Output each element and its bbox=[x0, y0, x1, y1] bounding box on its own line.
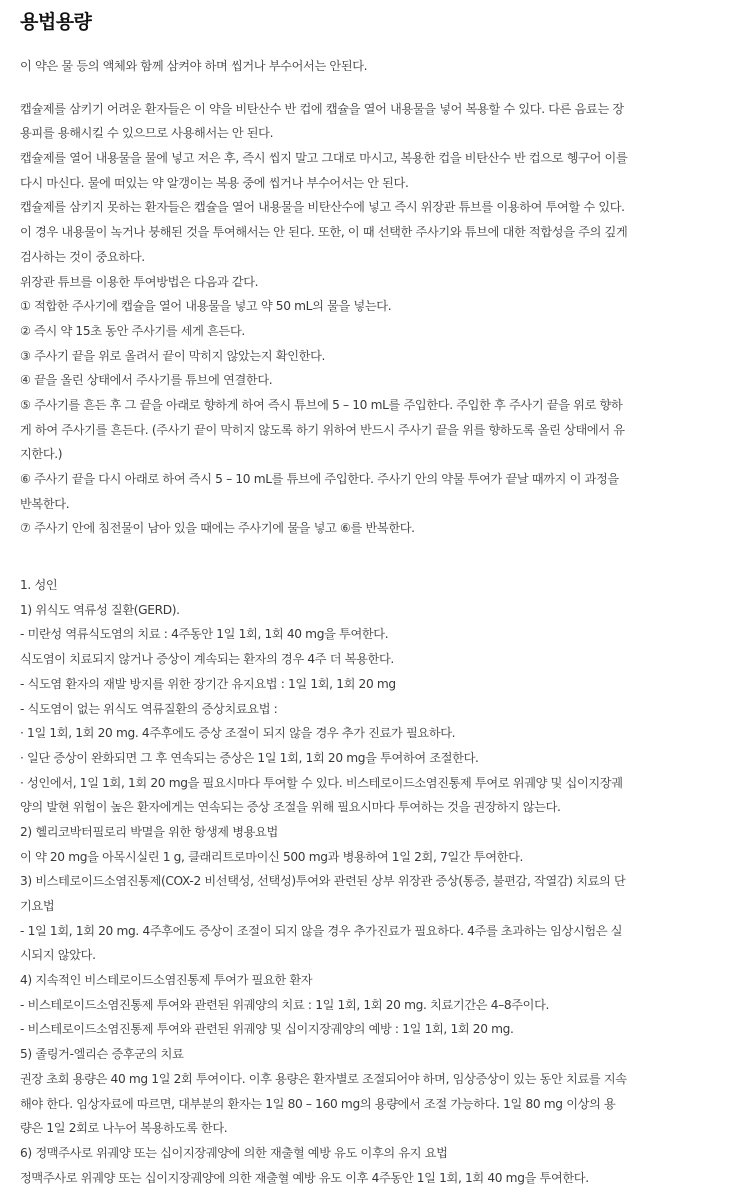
text-line: 식도염이 치료되지 않거나 증상이 계속되는 환자의 경우 4주 더 복용한다. bbox=[20, 652, 394, 667]
text-line: - 식도염 환자의 재발 방지를 위한 장기간 유지요법 : 1일 1회, 1회 20 mg bbox=[20, 676, 396, 691]
text-line: 양의 발현 위험이 높은 환자에게는 연속되는 증상 조절을 위해 필요시마다 투여하는 것을 권장하지 않는다. bbox=[20, 800, 561, 815]
text-line: ⑤ 주사기를 흔든 후 그 끝을 아래로 향하게 하여 즉시 튜브에 5 – 10 mL를 주입한다. 주입한 후 주사기 끝을 위로 향하 bbox=[20, 397, 623, 412]
text-line: 정맥주사로 위궤양 또는 십이지장궤양에 의한 재출혈 예방 유도 이후 4주동안 1일 1회, 1회 40 mg을 투여한다. bbox=[20, 1170, 589, 1185]
text-line: · 성인에서, 1일 1회, 1회 20 mg을 필요시마다 투여할 수 있다. 비스테로이드소염진통제 투여로 위궤양 및 십이지장궤 bbox=[20, 775, 623, 790]
text-line: 지한다.) bbox=[20, 447, 63, 462]
text-line: 3) 비스테로이드소염진통제(COX-2 비선택성, 선택성)투여와 관련된 상부 위장관 증상(통증, 불편감, 작열감) 치료의 단 bbox=[20, 874, 626, 889]
text-line: - 식도염이 없는 위식도 역류질환의 증상치료요법 : bbox=[20, 701, 278, 716]
text-line: · 1일 1회, 1회 20 mg. 4주후에도 증상 조절이 되지 않을 경우 추가 진료가 필요하다. bbox=[20, 726, 456, 741]
text-line: 캡슐제를 삼키지 못하는 환자들은 캡슐을 열어 내용물을 비탄산수에 넣고 즉시 위장관 튜브를 이용하여 투여할 수 있다. bbox=[20, 200, 625, 215]
text-line: 시되지 않았다. bbox=[20, 948, 96, 963]
text-line: 5) 졸링거-엘리슨 증후군의 치료 bbox=[20, 1047, 184, 1062]
intro-paragraph bbox=[20, 54, 730, 79]
text-line: 이 약 20 mg을 아목시실린 1 g, 클래리트로마이신 500 mg과 병용하여 1일 2회, 7일간 투여한다. bbox=[20, 849, 524, 864]
text-line: 게 하여 주사기를 흔든다. (주사기 끝이 막히지 않도록 하기 위하여 반드시 주사기 끝을 위를 향하도록 올린 상태에서 유 bbox=[20, 422, 625, 437]
text-line: 량은 1일 2회로 나누어 복용하도록 한다. bbox=[20, 1121, 228, 1136]
text-line: ⑦ 주사기 안에 침전물이 남아 있을 때에는 주사기에 물을 넣고 ⑥를 반복한다. bbox=[20, 521, 415, 536]
text-line: 이 경우 내용물이 녹거나 붕해된 것을 투여해서는 안 된다. 또한, 이 때 선택한 주사기와 튜브에 대한 적합성을 주의 깊게 bbox=[20, 225, 628, 240]
text-line: ④ 끝을 올린 상태에서 주사기를 튜브에 연결한다. bbox=[20, 373, 273, 388]
text-line: 캡슐제를 삼키기 어려운 환자들은 이 약을 비탄산수 반 컵에 캡슐을 열어 내용물을 넣어 복용할 수 있다. 다른 음료는 장 bbox=[20, 101, 624, 116]
text-line: - 비스테로이드소염진통제 투여와 관련된 위궤양의 치료 : 1일 1회, 1회 20 mg. 치료기간은 4–8주이다. bbox=[20, 997, 550, 1012]
dosage-section bbox=[20, 573, 730, 1190]
text-line: 4) 지속적인 비스테로이드소염진통제 투여가 필요한 환자 bbox=[20, 973, 313, 988]
text-line: - 1일 1회, 1회 20 mg. 4주후에도 증상이 조절이 되지 않을 경우 추가진료가 필요하다. 4주를 초과하는 임상시험은 실 bbox=[20, 923, 623, 938]
text-line: 6) 정맥주사로 위궤양 또는 십이지장궤양에 의한 재출혈 예방 유도 이후의 유지 요법 bbox=[20, 1145, 448, 1160]
text-line: ⑥ 주사기 끝을 다시 아래로 하여 즉시 5 – 10 mL를 튜브에 주입한다. 주사기 안의 약물 투여가 끝날 때까지 이 과정을 bbox=[20, 472, 619, 486]
page-title: 용법용량 bbox=[20, 11, 92, 33]
text-line: 1. 성인 bbox=[20, 578, 58, 593]
text-line: - 비스테로이드소염진통제 투여와 관련된 위궤양 및 십이지장궤양의 예방 : 1일 1회, 1회 20 mg. bbox=[20, 1022, 514, 1037]
administration-section bbox=[20, 97, 730, 541]
text-line: 용피를 용해시킬 수 있으므로 사용해서는 안 된다. bbox=[20, 126, 274, 141]
text-line: 캡슐제를 열어 내용물을 물에 넣고 저은 후, 즉시 씹지 말고 그대로 마시고, 복용한 컵을 비탄산수 반 컵으로 헹구어 이를 bbox=[20, 151, 628, 166]
text-line: - 미란성 역류식도염의 치료 : 4주동안 1일 1회, 1회 40 mg을 투여한다. bbox=[20, 627, 389, 642]
text-line: 해야 한다. 임상자료에 따르면, 대부분의 환자는 1일 80 – 160 mg의 용량에서 조절 가능하다. 1일 80 mg 이상의 용 bbox=[20, 1096, 616, 1111]
intro-line: 이 약은 물 등의 액체와 함께 삼켜야 하며 씹거나 부수어서는 안된다. bbox=[20, 59, 368, 73]
text-line: 권장 초회 용량은 40 mg 1일 2회 투여이다. 이후 용량은 환자별로 조절되어야 하며, 임상증상이 있는 동안 치료를 지속 bbox=[20, 1071, 627, 1086]
text-line: ③ 주사기 끝을 위로 올려서 끝이 막히지 않았는지 확인한다. bbox=[20, 348, 326, 363]
text-line: 1) 위식도 역류성 질환(GERD). bbox=[20, 602, 180, 617]
text-line: 위장관 튜브를 이용한 투여방법은 다음과 같다. bbox=[20, 274, 259, 289]
text-line: · 일단 증상이 완화되면 그 후 연속되는 증상은 1일 1회, 1회 20 mg을 투여하여 조절한다. bbox=[20, 750, 479, 765]
text-line: 검사하는 것이 중요하다. bbox=[20, 249, 145, 264]
text-line: ② 즉시 약 15초 동안 주사기를 세게 흔든다. bbox=[20, 323, 245, 338]
text-line: 2) 헬리코박터필로리 박멸을 위한 항생제 병용요법 bbox=[20, 824, 278, 839]
text-line: 반복한다. bbox=[20, 496, 70, 511]
text-line: 기요법 bbox=[20, 899, 55, 913]
text-line: 다시 마신다. 물에 떠있는 약 알갱이는 복용 중에 씹거나 부수어서는 안 된다. bbox=[20, 175, 409, 190]
text-line: ① 적합한 주사기에 캡슐을 열어 내용물을 넣고 약 50 mL의 물을 넣는다. bbox=[20, 299, 392, 314]
